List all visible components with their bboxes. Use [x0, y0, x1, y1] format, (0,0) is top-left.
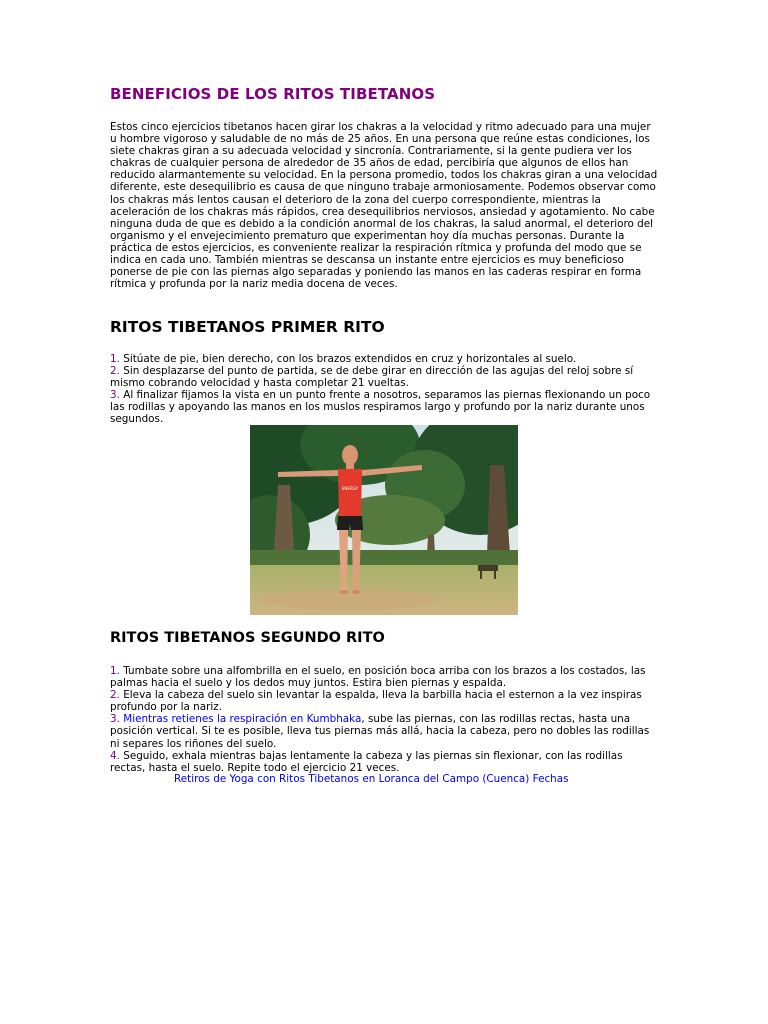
segundo-rito-step [110, 750, 658, 774]
heading-segundo-rito: RITOS TIBETANOS SEGUNDO RITO [110, 630, 385, 646]
step-number: 2. [110, 365, 120, 378]
step-number: 4. [110, 749, 120, 762]
shirt-text: ENERGY [341, 486, 359, 491]
step-number: 3. [110, 389, 120, 402]
benefits-paragraph: Estos cinco ejercicios tibetanos hacen girar los chakras a la velocidad y ritmo adecuado para una mujer u hombre vigoroso y saludable de no más de 25 años. En una persona que reúne estas condiciones, los siete chakras giran a su adecuada velocidad y sincronía. Contrariamente, si la gente pudiera ver los chakras de cualquier persona de alrededor de 35 años de edad, percibiría que algunos de ellos han reducido alarmantemente su velocidad. En la persona promedio, todos los chakras giran a una velocidad diferente, este desequilibrio es causa de que ninguno trabaje armoniosamente. Podemos observar como los chakras más lentos causan el deterioro de la zona del cuerpo correspondiente, mientras la aceleración de los chakras más rápidos, crea desequilibrios nerviosos, ansiedad y agotamiento. No cabe ninguna duda de que es debido a la condición anormal de los chakras, la salud anormal, el deterioro del organismo y el envejecimiento prematuro que experimentan hoy día muchas personas. Durante la práctica de estos ejercicios, es conveniente realizar la respiración rítmica y profunda del modo que se indica en cada uno. También mientras se descansa un instante entre ejercicios es muy beneficioso ponerse de pie con las piernas algo separadas y poniendo las manos en las caderas respirar en forma rítmica y profunda por la nariz media docena de veces. [110, 121, 658, 291]
step-number: 3. [110, 713, 120, 726]
step-number: 1. [110, 665, 120, 677]
step-number: 2. [110, 689, 120, 702]
step-text: Sitúate de pie, bien derecho, con los brazos extendidos en cruz y horizontales al suelo. [119, 353, 577, 365]
step-text: Sin desplazarse del punto de partida, se de debe girar en dirección de las agujas del reloj sobre sí mismo cobrando velocidad y hasta completar 21 vueltas. [110, 365, 634, 390]
step-text: Eleva la cabeza del suelo sin levantar la espalda, lleva la barbilla hacia el esternon a la vez inspiras profundo por la nariz. [110, 689, 642, 714]
primer-rito-step [110, 353, 658, 365]
step-text: Al finalizar fijamos la vista en un punto frente a nosotros, separamos las piernas flexionando un poco las rodillas y apoyando las manos en los muslos respiramos largo y profundo por la nariz durante unos segundos. [110, 389, 651, 426]
primer-rito-steps [110, 353, 658, 426]
step-text: , sube las piernas, con las rodillas rectas, hasta una posición vertical. Si te es posible, lleva tus piernas más allá, hacia la cabeza, pero no dobles las rodillas ni separes los riñones del suelo. [110, 713, 650, 750]
heading-primer-rito: RITOS TIBETANOS PRIMER RITO [110, 318, 385, 336]
step-number: 1. [110, 353, 120, 365]
primer-rito-photo [250, 425, 518, 615]
primer-rito-step [110, 365, 658, 389]
primer-rito-step [110, 389, 658, 425]
step-text: Tumbate sobre una alfombrilla en el suelo, en posición boca arriba con los brazos a los costados, las palmas hacia el suelo y los dedos muy juntos. Estira bien piernas y espalda. [110, 665, 646, 690]
segundo-rito-steps [110, 665, 658, 774]
segundo-rito-step [110, 713, 658, 749]
step-text: Seguido, exhala mientras bajas lentamente la cabeza y las piernas sin flexionar, con las rodillas rectas, hasta el suelo. Repite todo el ejercicio 21 veces. [110, 749, 623, 774]
heading-beneficios: BENEFICIOS DE LOS RITOS TIBETANOS [110, 85, 436, 103]
retiros-link[interactable]: Retiros de Yoga con Ritos Tibetanos en Loranca del Campo (Cuenca) Fechas [174, 773, 569, 785]
segundo-rito-step [110, 665, 658, 689]
segundo-rito-step [110, 689, 658, 713]
kumbhaka-link[interactable]: Mientras retienes la respiración en Kumbhaka [119, 713, 362, 726]
